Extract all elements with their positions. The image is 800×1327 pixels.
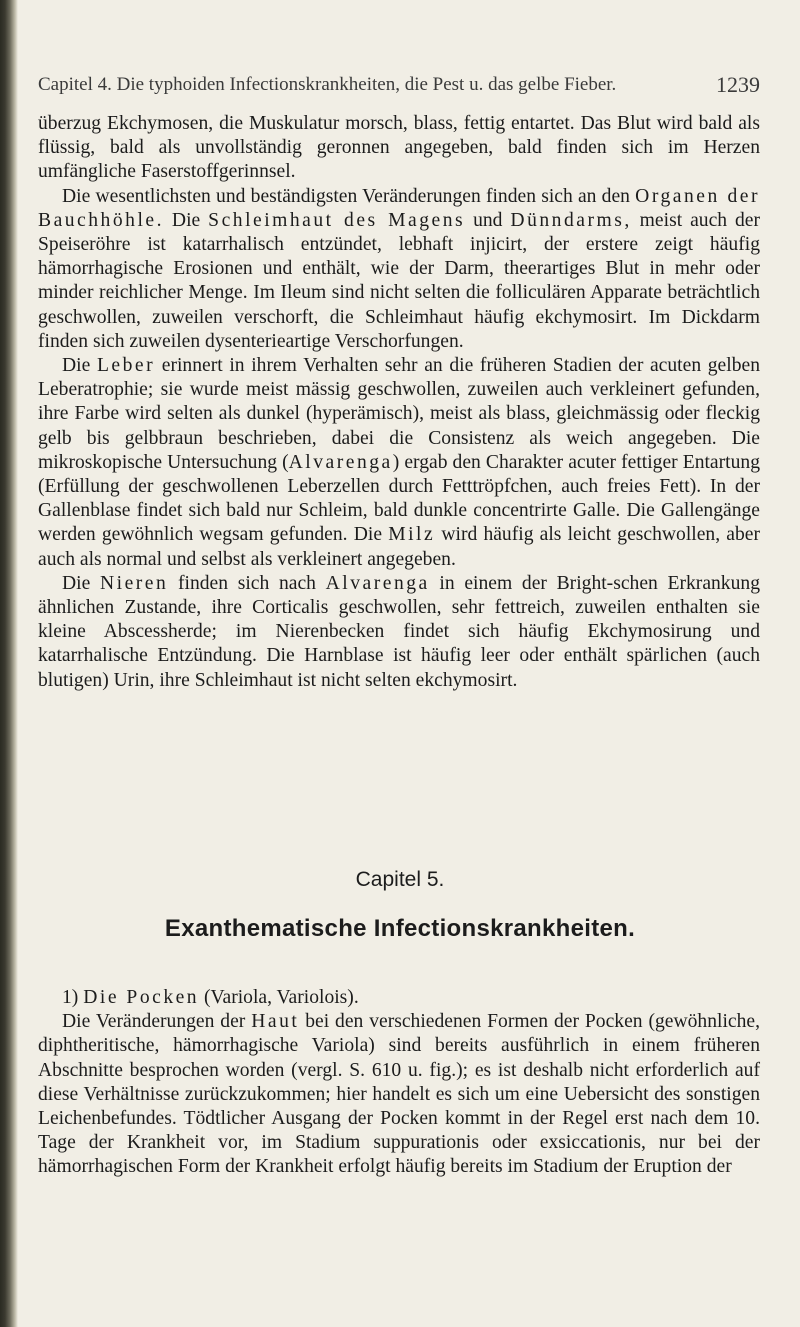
paragraph-skin <box>38 1010 760 1179</box>
spaced-term: Leber <box>96 355 156 377</box>
paragraph-text: überzug Ekchymosen, die Muskulatur morsch, blass, fettig entartet. Das Blut wird bald als flüssig, bald als unvollständig geronnen angegeben, bald finden sich im Herzen umfängliche Faserstoffgerinnsel. <box>38 113 760 183</box>
section-heading <box>38 986 760 1010</box>
running-title: Capitel 4. Die typhoiden Infectionskrankheiten, die Pest u. das gelbe Fieber. <box>38 74 617 95</box>
paragraph-text: Die Veränderungen der <box>62 1011 252 1033</box>
paragraph-blood <box>38 112 760 185</box>
spaced-term: Alvarenga <box>325 572 430 594</box>
paragraph-text: in einem der Bright-schen Erkrankung ähnlichen Zustande, ihre Corticalis geschwollen, sehr fettreich, zuweilen enthalten sie kleine Abscessherde; im Nierenbecken findet sich häufig Ekchymosirung und katarrhalische Entzündung. Die Harnblase ist häufig leer oder enthält spärlichen (auch blutigen) Urin, ihre Schleimhaut ist nicht selten ekchymosirt. <box>38 572 760 691</box>
paragraph-text: erinnert in ihrem Verhalten sehr an die früheren Stadien der acuten gelben Leberatrophie; sie wurde meist mässig geschwollen, zuweilen auch verkleinert gefunden, ihre Farbe wird selten als dunkel (hyperämisch), meist als blass, gleichmässig oder fleckig gelb bis gelbbraun beschrieben, dabei die Consistenz als weich angegeben. Die mikroskopische Untersuchung ( <box>38 355 760 473</box>
book-binding-edge <box>0 0 18 1327</box>
paragraph-text: meist auch der Speiseröhre ist katarrhalisch entzündet, lebhaft injicirt, der erstere zeigt häufig hämorrhagische Erosionen und enthält, wie der Darm, theerartiges Blut in mehr oder minder reichlicher Menge. Im Ileum sind nicht selten die folliculären Apparate beträchtlich geschwollen, zuweilen verschorft, die Schleimhaut häufig ekchymosirt. Im Dickdarm finden sich zuweilen dysenterieartige Verschorfungen. <box>38 209 761 352</box>
section-number: 1) <box>62 987 84 1008</box>
section-text <box>38 986 760 1180</box>
page-number: 1239 <box>716 72 760 97</box>
page-header <box>38 74 760 102</box>
paragraph-text: finden sich nach <box>168 572 326 594</box>
paragraph-text: und <box>465 209 511 231</box>
spaced-term: Alvarenga <box>288 451 393 473</box>
paragraph-kidneys <box>38 572 760 693</box>
spaced-term: Organen der Bauchhöhle. <box>38 185 760 231</box>
paragraph-text: Die <box>62 355 97 377</box>
body-text <box>38 112 760 693</box>
spaced-term: Die Pocken <box>83 987 200 1008</box>
chapter-label: Capitel 5. <box>355 868 445 891</box>
spaced-term: Haut <box>251 1011 300 1033</box>
paragraph-text: Die <box>164 209 209 231</box>
spaced-term: Nieren <box>99 572 169 594</box>
paragraph-text: bei den verschiedenen Formen der Pocken (gewöhnliche, diphtheritische, hämorrhagische Variola) sind bereits ausführlich in einem früheren Abschnitte besprochen worden (vergl. S. 610 u. fig.); es ist deshalb nicht erforderlich auf diese Verhältnisse zurückzukommen; hier handelt es sich um eine Uebersicht des sonstigen Leichenbefundes. Tödtlicher Ausgang der Pocken kommt in der Regel erst nach dem 10. Tage der Krankheit vor, im Stadium suppurationis oder exsiccationis, nur bei der hämorrhagischen Form der Krankheit erfolgt häufig bereits im Stadium der Eruption der <box>38 1011 761 1178</box>
paragraph-text: Die wesentlichsten und beständigsten Veränderungen finden sich an den <box>62 185 636 207</box>
spaced-term: Schleimhaut des Magens <box>208 209 466 231</box>
paragraph-liver <box>38 354 760 572</box>
paragraph-text: Die <box>62 572 100 594</box>
paragraph-text: wird häufig als leicht geschwollen, aber auch als normal und selbst als verkleinert angegeben. <box>38 524 760 570</box>
paragraph-text: ) ergab den Charakter acuter fettiger Entartung (Erfüllung der geschwollenen Leberzellen durch Fetttröpfchen, auch freies Fett). In der Gallenblase findet sich bald nur Schleim, bald dunkle concentrirte Galle. Die Gallengänge werden gewöhnlich wegsam gefunden. Die <box>38 451 760 546</box>
paragraph-abdominal-organs <box>38 185 760 354</box>
spaced-term: Dünndarms, <box>510 209 632 231</box>
section-heading-rest: (Variola, Variolois). <box>199 987 359 1008</box>
chapter-title: Exanthematische Infectionskrankheiten. <box>164 915 636 942</box>
spaced-term: Milz <box>388 524 436 546</box>
